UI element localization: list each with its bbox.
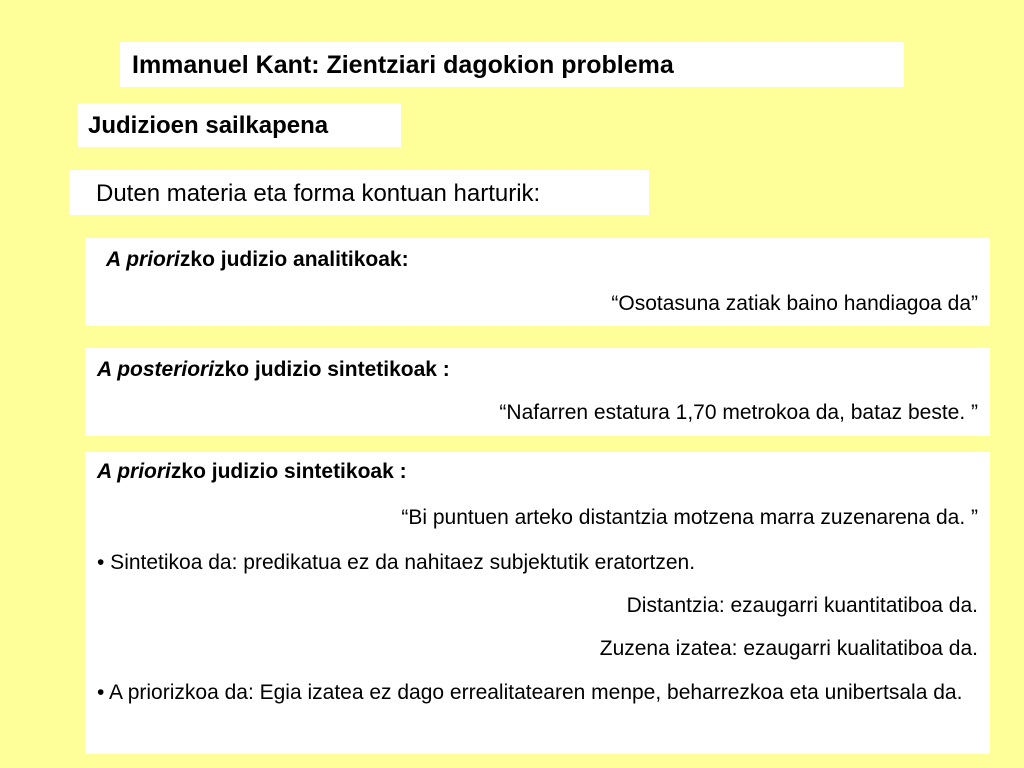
judgment-synthetic-a-posteriori <box>85 348 990 436</box>
distance-quantitative-line: Distantzia: ezaugarri kuantitatiboa da. <box>626 594 978 617</box>
judgment-heading-rest: zko judizio sintetikoak : <box>214 358 450 381</box>
judgment-synthetic-a-priori <box>85 452 990 754</box>
straight-qualitative-line: Zuzena izatea: ezaugarri kualitatiboa da. <box>599 637 978 660</box>
section-subtitle: Judizioen sailkapena <box>78 103 401 147</box>
judgment-example: “Bi puntuen arteko distantzia motzena marra zuzenarena da. ” <box>401 506 978 529</box>
judgment-example: “Osotasuna zatiak baino handiagoa da” <box>611 292 978 315</box>
intro-text: Duten materia eta forma kontuan harturik: <box>69 170 649 215</box>
bullet-synthetic: • Sintetikoa da: predikatua ez da nahitaez subjektutik eratortzen. <box>97 551 696 574</box>
judgment-heading-rest: zko judizio sintetikoak : <box>170 460 407 483</box>
judgment-heading <box>97 247 978 273</box>
judgment-heading <box>97 357 978 383</box>
judgment-heading-italic: A priori <box>106 248 180 271</box>
slide-title: Immanuel Kant: Zientziari dagokion problema <box>120 42 904 87</box>
judgment-analytic-a-priori <box>85 238 990 326</box>
judgment-heading-italic: A posteriori <box>97 358 215 381</box>
judgment-heading-rest: zko judizio analitikoak: <box>179 248 409 271</box>
judgment-heading-italic: A priori <box>97 460 171 483</box>
bullet-a-priori: • A priorizkoa da: Egia izatea ez dago errealitatearen menpe, beharrezkoa eta unibertsala da. <box>97 681 963 704</box>
judgment-heading <box>97 459 978 485</box>
judgment-example: “Nafarren estatura 1,70 metrokoa da, bataz beste. ” <box>499 401 978 424</box>
